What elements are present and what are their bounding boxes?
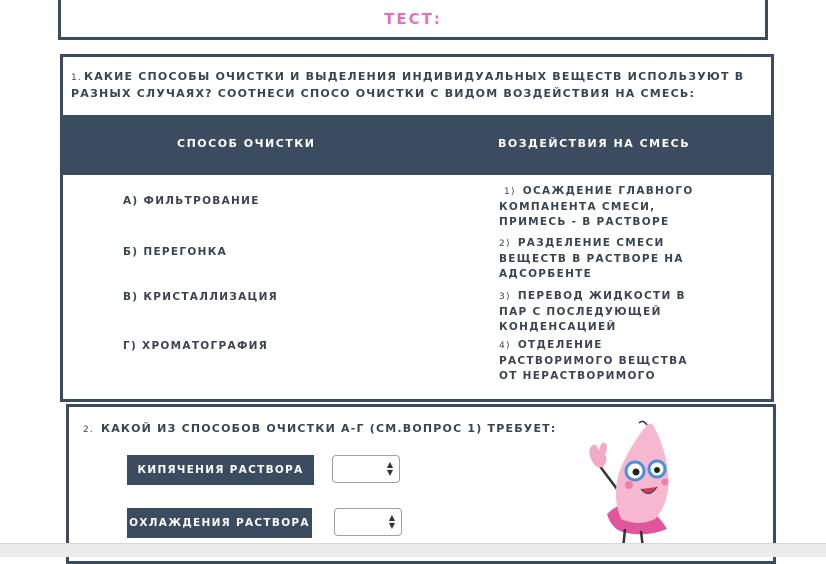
question-2-text [83,421,583,438]
header-method: СПОСОБ ОЧИСТКИ [177,137,316,150]
boiling-label-button[interactable]: КИПЯЧЕНИЯ РАСТВОРА [127,455,314,485]
up-down-chevron-icon: ▲ ▼ [388,513,395,530]
method-v: В) КРИСТАЛЛИЗАЦИЯ [123,291,279,303]
boiling-answer-select[interactable] [332,455,400,483]
up-down-chevron-icon: ▲ ▼ [386,460,393,477]
method-b: Б) ПЕРЕГОНКА [123,246,227,258]
effect-4: 4) ОТДЕЛЕНИЕ РАСТВОРИМОГО ВЕЩСТВА ОТ НЕРАСТВОРИМОГО [499,339,688,382]
question-1-panel [60,54,774,402]
question-1-text [71,69,751,101]
page-title: ТЕСТ: [384,10,442,28]
effect-2: 2) РАЗДЕЛЕНИЕ СМЕСИ ВЕЩЕСТВ В РАСТВОРЕ НА АДСОРБЕНТЕ [499,237,684,280]
effect-1: 1) ОСАЖДЕНИЕ ГЛАВНОГО КОМПАНЕНТА СМЕСИ, ПРИМЕСЬ - В РАСТВОРЕ [499,185,694,228]
cooling-label-button[interactable]: ОХЛАЖДЕНИЯ РАСТВОРА [127,508,312,538]
method-a: А) ФИЛЬТРОВАНИЕ [123,195,260,207]
bottom-scroll-bar [0,543,826,557]
effect-3: 3) ПЕРЕВОД ЖИДКОСТИ В ПАР С ПОСЛЕДУЮЩЕЙ КОНДЕНСАЦИЕЙ [499,290,686,333]
question-2-number: 2. [83,425,94,435]
question-1-label: КАКИЕ СПОСОБЫ ОЧИСТКИ И ВЫДЕЛЕНИЯ ИНДИВИДУАЛЬНЫХ ВЕЩЕСТВ ИСПОЛЬЗУЮТ В РАЗНЫХ СЛУЧАЯХ? СООТНЕСИ СПОСО ОЧИСТКИ С ВИДОМ ВОЗДЕЙСТВИЯ НА СМЕСЬ: [71,70,745,100]
question-2-label: КАКОЙ ИЗ СПОСОБОВ ОЧИСТКИ А-Г (СМ.ВОПРОС 1) ТРЕБУЕТ: [101,422,557,435]
title-panel [58,0,768,40]
waving-character-icon [577,419,687,549]
question-1-number: 1. [71,73,82,83]
method-g: Г) ХРОМАТОГРАФИЯ [123,340,269,352]
question-2-panel [66,404,776,564]
header-effect: ВОЗДЕЙСТВИЯ НА СМЕСЬ [498,137,691,150]
table-header [63,115,771,175]
cooling-answer-select[interactable] [334,508,402,536]
